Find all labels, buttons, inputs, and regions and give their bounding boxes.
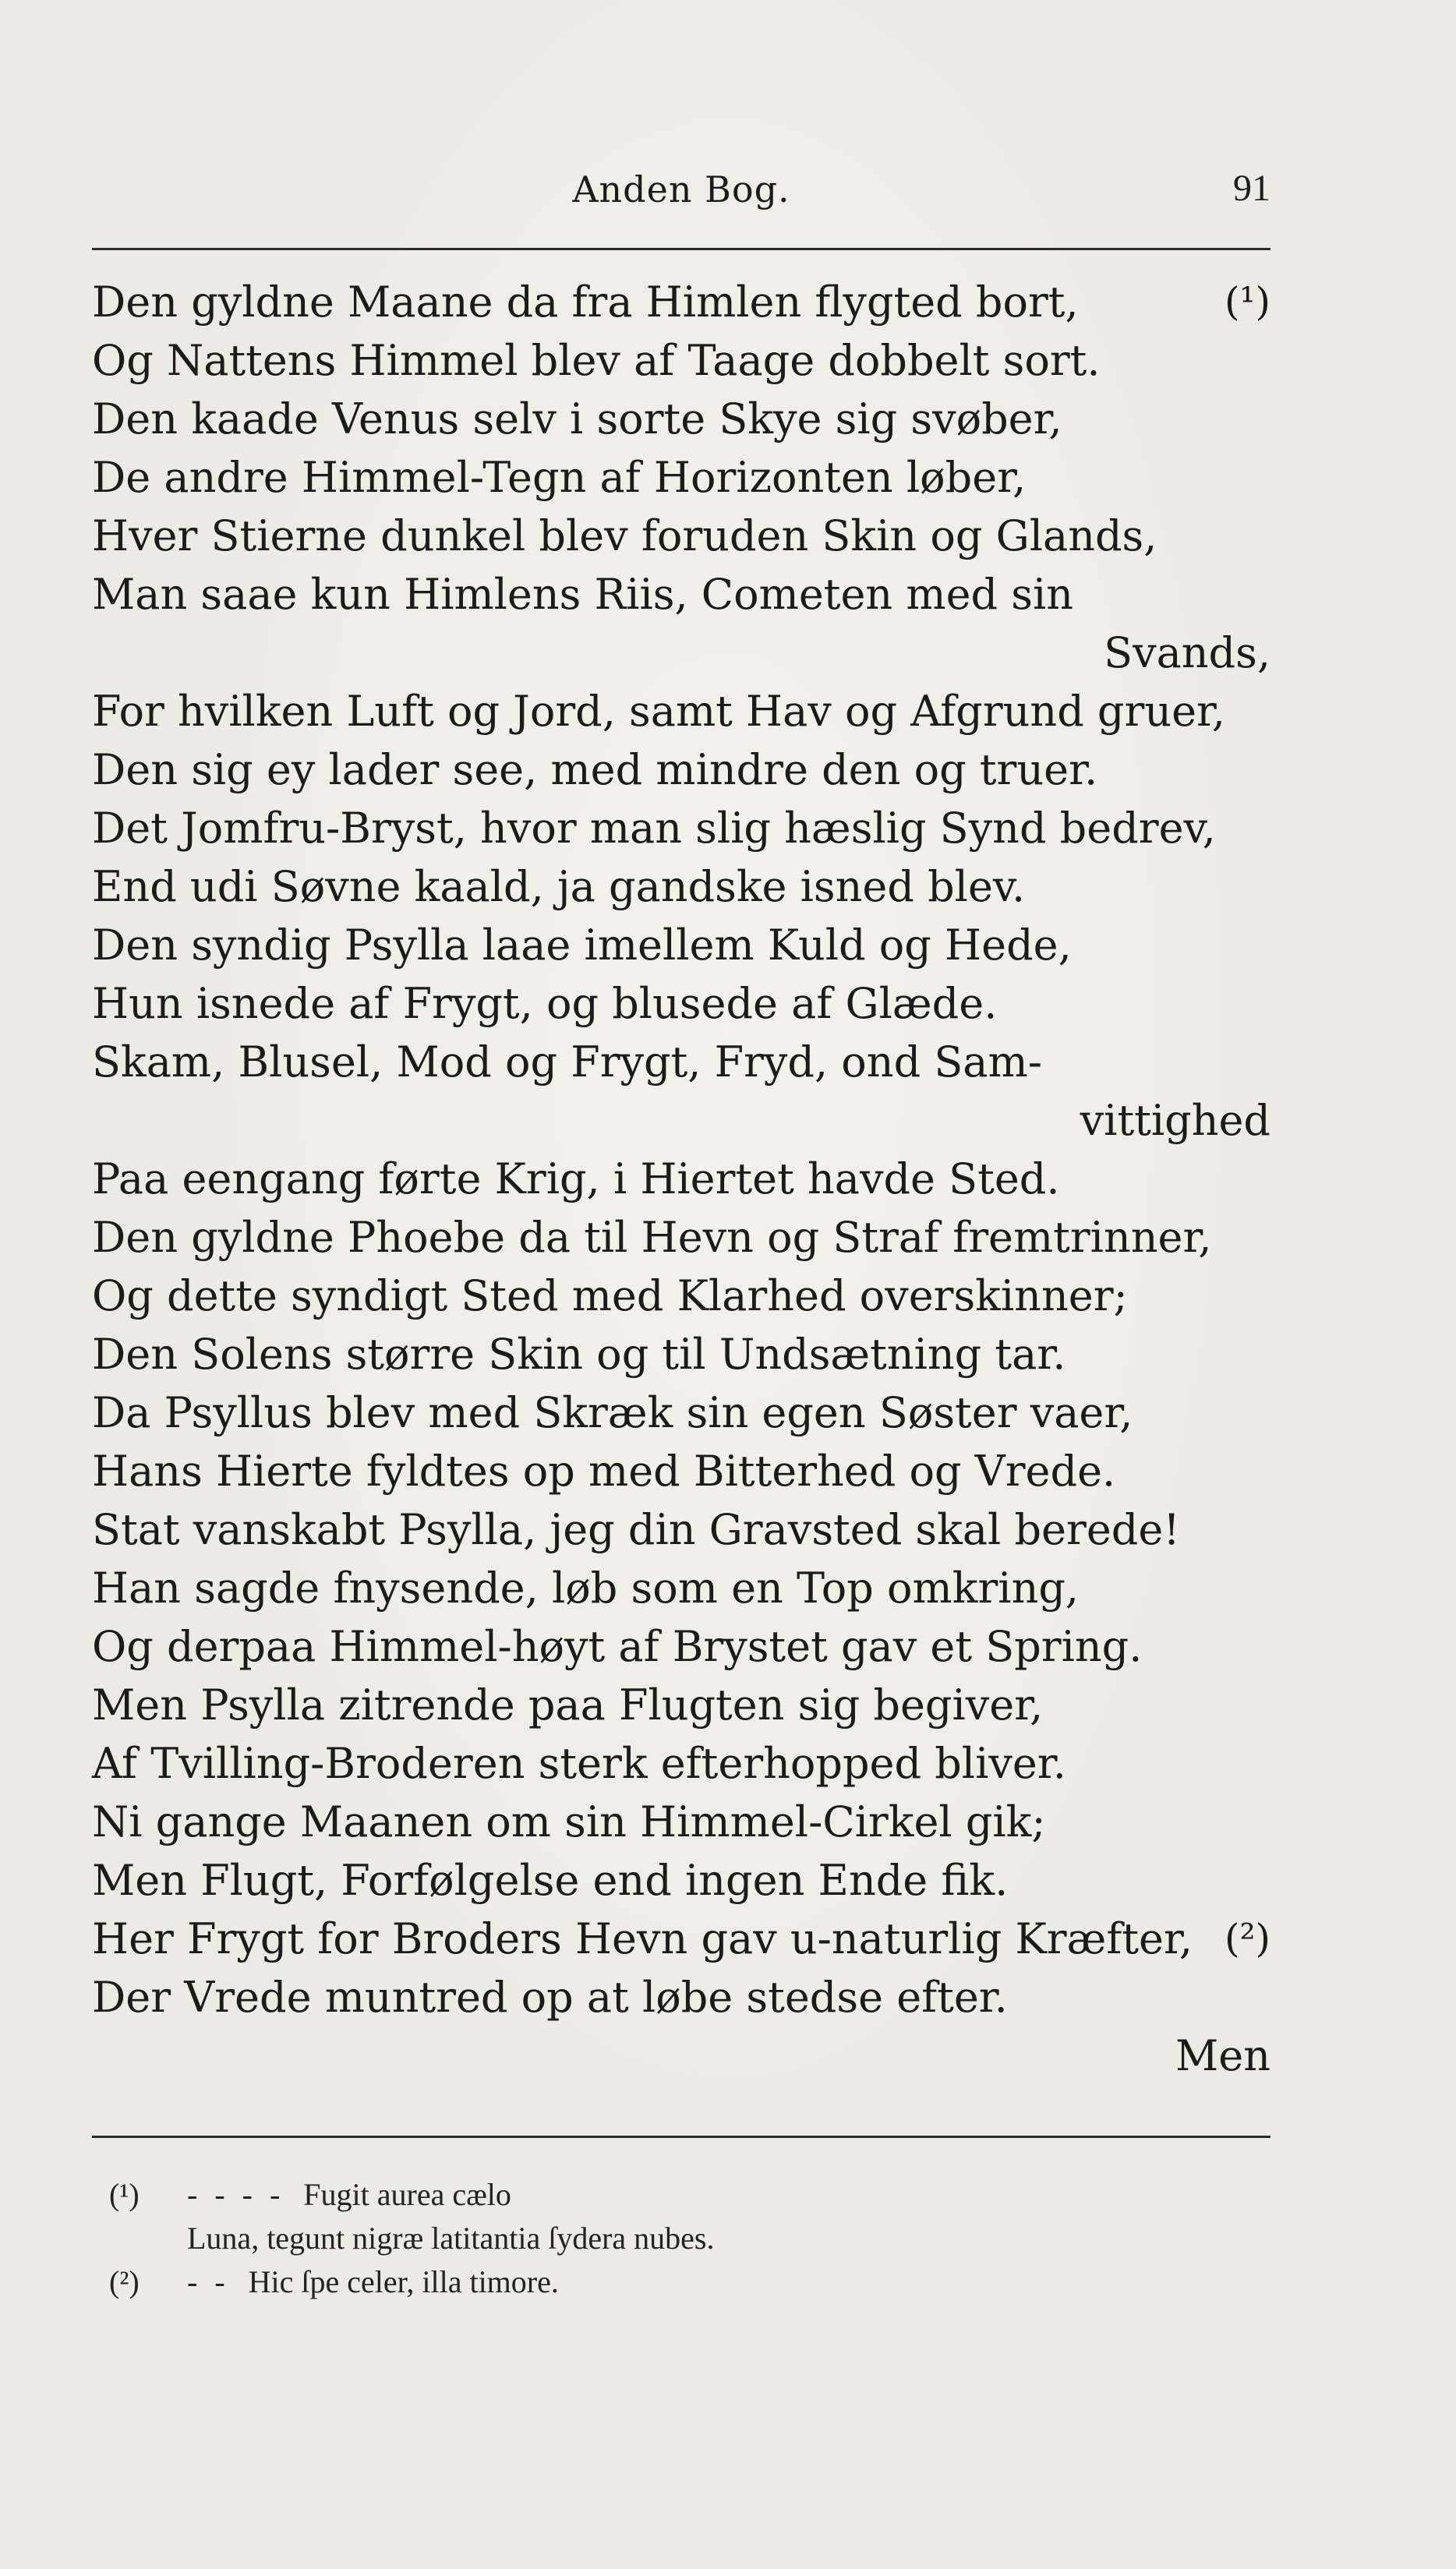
verse-line-continuation [92, 1091, 1270, 1150]
verse-line [92, 1500, 1270, 1559]
verse-line [92, 1559, 1270, 1617]
footnote-text: Fugit aurea cælo [303, 2177, 511, 2212]
verse-line-text: De andre Himmel-Tegn af Horizonten løber, [92, 453, 1027, 502]
verse-line [92, 916, 1270, 974]
verse-line-text: Men Psylla zitrende paa Flugten sig begiver, [92, 1680, 1044, 1730]
footnote-mark: (¹) [109, 2177, 140, 2212]
verse-line-text: Den gyldne Maane da fra Himlen flygted bort, [92, 277, 1079, 327]
verse-line-text: Der Vrede muntred op at løbe stedse efter. [92, 1973, 1008, 2022]
footnote-line [109, 2217, 1263, 2260]
verse-line-text: Hans Hierte fyldtes op med Bitterhed og Vrede. [92, 1447, 1116, 1496]
footnote-text: Luna, tegunt nigræ latitantia ſydera nubes. [187, 2221, 715, 2256]
verse-line-text: End udi Søvne kaald, ja gandske isned blev. [92, 862, 1026, 911]
verse-line-text: Hun isnede af Frygt, og blusede af Glæde. [92, 979, 998, 1028]
verse-line [92, 1617, 1270, 1676]
verse-line-text: Stat vanskabt Psylla, jeg din Gravsted skal berede! [92, 1505, 1181, 1554]
verse-line [92, 448, 1270, 507]
verse-line-text: Og Nattens Himmel blev af Taage dobbelt sort. [92, 336, 1101, 385]
catchword: Men [1175, 2031, 1270, 2080]
verse-line-text: Af Tvilling-Broderen sterk efterhopped bliver. [92, 1739, 1066, 1788]
verse-line-text: Men Flugt, Forfølgelse end ingen Ende fik. [92, 1856, 1009, 1905]
verse-line [92, 799, 1270, 857]
footnote-rule [92, 2136, 1270, 2138]
verse-line [92, 273, 1270, 331]
footnote-dashes: - - [187, 2264, 230, 2299]
verse-line [92, 507, 1270, 565]
verse-line-text: Den kaade Venus selv i sorte Skye sig svøber, [92, 394, 1062, 443]
verse-line-text: For hvilken Luft og Jord, samt Hav og Afgrund gruer, [92, 687, 1226, 736]
verse-line [92, 1734, 1270, 1793]
verse-line-text: Den Solens større Skin og til Undsætning tar. [92, 1330, 1066, 1379]
footnote-reference: (²) [1224, 1916, 1270, 1961]
verse-line-text: Han sagde fnysende, løb som en Top omkring, [92, 1564, 1080, 1613]
header-rule [92, 248, 1270, 250]
verse-line [92, 857, 1270, 916]
verse-line [92, 331, 1270, 390]
verse-line [92, 390, 1270, 448]
verse-line [92, 1851, 1270, 1910]
verse-line [92, 740, 1270, 799]
verse-line-text: Da Psyllus blev med Skræk sin egen Søster vaer, [92, 1388, 1133, 1437]
verse-line-text: Og derpaa Himmel-høyt af Brystet gav et Spring. [92, 1622, 1143, 1671]
verse-line-text: Den gyldne Phoebe da til Hevn og Straf fremtrinner, [92, 1213, 1212, 1262]
verse-line-text: Hver Stierne dunkel blev foruden Skin og Glands, [92, 511, 1157, 560]
verse-line [92, 1150, 1270, 1208]
footnote-reference: (¹) [1224, 279, 1270, 324]
running-head: Anden Bog. [572, 168, 790, 210]
footnotes [109, 2173, 1263, 2304]
verse-line [92, 1793, 1270, 1851]
verse-line [92, 1325, 1270, 1383]
footnote-line [109, 2260, 1263, 2304]
footnote-dashes: - - - - [187, 2177, 285, 2212]
verse-line [92, 974, 1270, 1033]
verse-line [92, 1033, 1270, 1091]
verse-line [92, 565, 1270, 624]
verse-block [92, 273, 1270, 2085]
footnote-text: Hic ſpe celer, illa timore. [248, 2264, 559, 2299]
verse-line [92, 1267, 1270, 1325]
verse-line-text: Skam, Blusel, Mod og Frygt, Fryd, ond Sam- [92, 1037, 1042, 1087]
footnote-mark: (²) [109, 2264, 140, 2299]
footnote-line [109, 2173, 1263, 2217]
verse-line-text: Den sig ey lader see, med mindre den og truer. [92, 745, 1098, 794]
verse-line [92, 1383, 1270, 1442]
verse-line-text: Ni gange Maanen om sin Himmel-Cirkel gik; [92, 1797, 1046, 1846]
verse-line-text: vittighed [1080, 1096, 1270, 1145]
verse-line-text: Den syndig Psylla laae imellem Kuld og Hede, [92, 921, 1072, 970]
verse-line [92, 1208, 1270, 1267]
verse-line-continuation [92, 624, 1270, 682]
catchword-line [92, 2027, 1270, 2085]
page-header [92, 156, 1270, 218]
verse-line-text: Og dette syndigt Sted med Klarhed overskinner; [92, 1271, 1128, 1320]
page-number: 91 [1233, 168, 1270, 209]
verse-line-text: Svands, [1104, 628, 1270, 677]
verse-line-text: Det Jomfru-Bryst, hvor man slig hæslig Synd bedrev, [92, 804, 1216, 853]
verse-line-text: Man saae kun Himlens Riis, Cometen med sin [92, 570, 1074, 619]
verse-line-text: Paa eengang førte Krig, i Hiertet havde Sted. [92, 1154, 1060, 1203]
verse-line [92, 682, 1270, 740]
verse-line [92, 1968, 1270, 2027]
verse-line-text: Her Frygt for Broders Hevn gav u-naturlig Kræfter, [92, 1914, 1193, 1963]
verse-line [92, 1442, 1270, 1500]
verse-line [92, 1910, 1270, 1968]
verse-line [92, 1676, 1270, 1734]
